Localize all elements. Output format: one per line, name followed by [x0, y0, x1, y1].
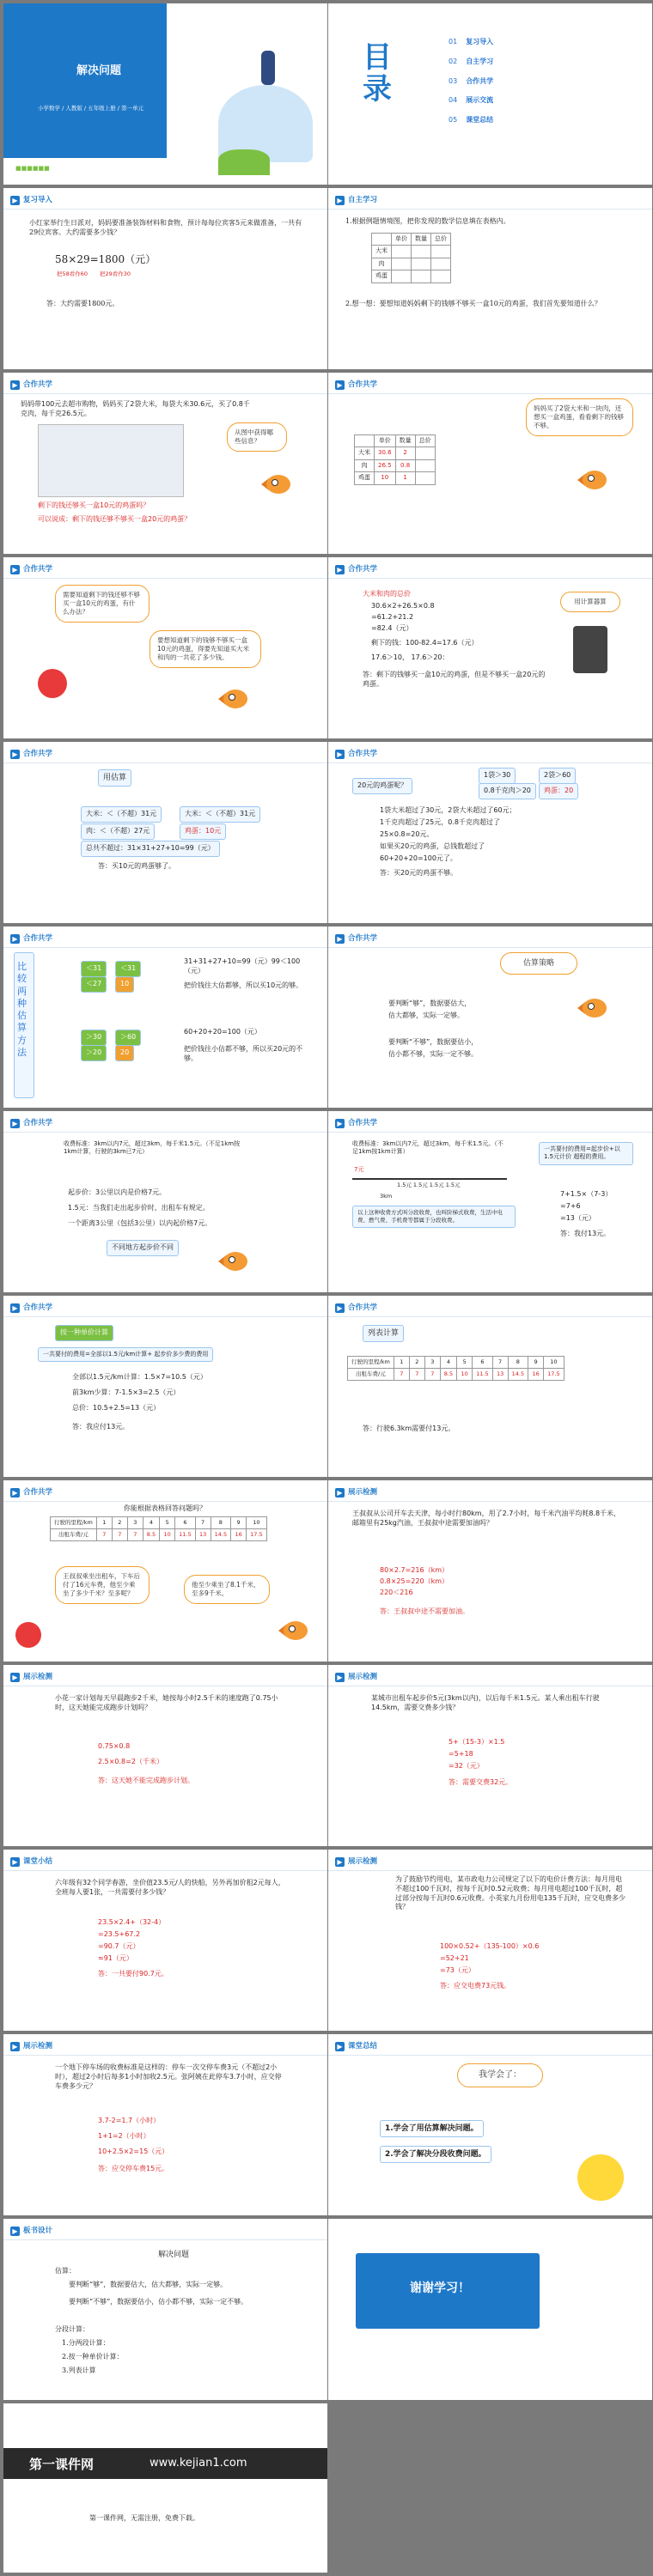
slide-header-icon: ▶ [335, 1488, 345, 1498]
slide-header-icon: ▶ [10, 380, 20, 390]
slide-header-icon: ▶ [10, 1488, 20, 1498]
slide-coop-1 [3, 373, 327, 554]
slide-toc [328, 3, 652, 185]
answer: 答：应交停车费15元。 [98, 2165, 169, 2172]
tag: 20元的鸡蛋呢？ [352, 778, 412, 794]
slide-header: 合作共学 [23, 1487, 53, 1497]
slide-header: 合作共学 [23, 564, 53, 574]
estimate-box: 大米：＜（不超）31元 [180, 806, 260, 823]
slide-coop-6 [328, 742, 652, 923]
slide-check-1 [328, 1480, 652, 1662]
slide-header-icon: ▶ [10, 1119, 20, 1128]
slide-header-icon: ▶ [10, 196, 20, 205]
estimate-note: 把58看作60 [57, 270, 88, 277]
slide-header: 板书设计 [23, 2226, 53, 2235]
calc-line: 把价钱往大估都够，所以买10元的够。 [184, 981, 303, 989]
equation: 58×29=1800（元） [55, 253, 156, 265]
estimate-box: 鸡蛋：10元 [180, 823, 226, 840]
formula-box: 一共要付的费用=起步价+以1.5元计价 超程的费用。 [539, 1142, 633, 1165]
calc-line: 总价：10.5+2.5=13（元） [72, 1404, 161, 1412]
info-table: 单价 数量 总价 大米 肉 鸡蛋 [371, 233, 451, 283]
strategy-line: 估小都不够，实际一定不够。 [388, 1050, 478, 1058]
estimate-box: 大米：＜（不超）31元 [81, 806, 162, 823]
calc-line: 7+1.5×（7-3） [560, 1190, 613, 1198]
estimate-box: 20 [115, 1045, 134, 1061]
speech-bubble: 他至少乘坐了8.1千米，至多9千米。 [184, 1575, 270, 1604]
reason-line: 如果买20元的鸡蛋，总钱数超过了 [380, 842, 485, 850]
price-table: 单价 数量 总价 大米 30.6 2 肉 26.5 0.8 鸡蛋 10 1 [354, 434, 436, 485]
thumbs-up-smiley-icon [577, 2154, 624, 2201]
slide-coop-10 [328, 1111, 652, 1292]
board-line: 1.分两段计算： [62, 2339, 110, 2347]
slide-review [3, 188, 327, 369]
calc-line: 全部以1.5元/km计算：1.5×7=10.5（元） [72, 1373, 207, 1381]
toc-title: 目录 [363, 40, 392, 107]
board-title: 解决问题 [158, 2251, 190, 2259]
calc-line: =23.5+67.2 [98, 1930, 141, 1938]
thanks-text: 谢谢学习！ [410, 2281, 470, 2295]
slide-thanks [328, 2219, 652, 2400]
slide-header: 课堂小结 [23, 1856, 53, 1866]
board-line: 2.按一种单价计算： [62, 2353, 124, 2360]
side-label: 比较两种估算方法 [17, 961, 27, 1059]
fare-rule: 收费标准：3km以内7元，超过3km，每千米1.5元。（不足1km按1km计算） [352, 1140, 503, 1156]
note-box: 以上这种收费方式叫分段收费，也叫阶梯式收费，生活中电费、燃气费、手机费等都属于分段收费。 [352, 1206, 516, 1228]
toc-item[interactable]: 自主学习 [466, 57, 494, 65]
reason-line: 60+20+20=100元了。 [380, 854, 457, 862]
problem-text: 妈妈带100元去超市购物，妈妈买了2袋大米，每袋大米30.6元，买了0.8千克肉，每千克26.5元。 [21, 400, 250, 417]
slide-header: 合作共学 [348, 564, 378, 574]
estimate-box: 鸡蛋：20 [539, 783, 578, 799]
slide-header: 展示检测 [23, 1672, 53, 1681]
slide-coop-3 [3, 557, 327, 738]
tag: 按一种单价计算 [55, 1325, 113, 1341]
board-line: 估算： [55, 2267, 76, 2275]
slide-header: 合作共学 [348, 1303, 378, 1312]
fish-mascot [218, 1249, 251, 1274]
slide-cover [3, 3, 327, 185]
calc-line: 把价钱往小估都不够，所以买20元的不够。 [184, 1045, 303, 1062]
slide-header-icon: ▶ [335, 1119, 345, 1128]
slide-header: 合作共学 [23, 1118, 53, 1127]
strategy-line: 要判断“不够”，数据要估小， [388, 1038, 479, 1046]
board-line: 要判断“不够”，数据要估小，估小都不够，实际一定不够。 [69, 2298, 248, 2306]
slide-check-5 [3, 2034, 327, 2215]
slide-coop-8 [328, 927, 652, 1108]
calc-line: 5+（15-3）×1.5 [449, 1738, 505, 1746]
answer: 答：买10元的鸡蛋够了。 [98, 862, 176, 870]
fare-label: 7元 [354, 1166, 364, 1173]
calc-line: =13（元） [560, 1214, 595, 1222]
question: 1.根据例题情境图，把你发现的数学信息填在表格内。 [345, 217, 510, 225]
slide-header-icon: ▶ [10, 2042, 20, 2051]
slide-header-icon: ▶ [335, 750, 345, 759]
tag: 我学会了： [457, 2063, 543, 2087]
slide-header-icon: ▶ [10, 1303, 20, 1313]
calc-line: 30.6×2+26.5×0.8 [371, 602, 435, 610]
cover-subtitle: 小学数学 / 人教版 / 五年级上册 / 第一单元 [38, 105, 143, 112]
calc-line: 0.75×0.8 [98, 1742, 131, 1750]
slide-header-icon: ▶ [335, 380, 345, 390]
toc-item[interactable]: 复习导入 [466, 38, 494, 46]
tag: 估算策略 [500, 952, 577, 975]
slide-coop-9 [3, 1111, 327, 1292]
tag: 列表计算 [363, 1325, 404, 1342]
slide-header: 展示检测 [348, 1672, 378, 1681]
speech-bubble: 从图中获得哪些信息？ [227, 422, 287, 452]
toc-num: 01 [449, 38, 458, 46]
slide-check-2 [3, 1665, 327, 1846]
speech-bubble: 妈妈买了2袋大米和一块肉，还想买一盒鸡蛋，看看剩下的钱够不够。 [526, 398, 633, 436]
estimate-box: 2袋＞60 [539, 768, 576, 784]
problem-text: 小红家举行生日派对，妈妈要准备装饰材料和食物，预计每每位宾客5元来做准备，一共有29位宾客。大约需要多少钱？ [29, 219, 302, 236]
calc-line: 1+1=2（小时） [98, 2132, 150, 2140]
estimate-box: ＜31 [81, 961, 107, 977]
fish-mascot [278, 1618, 311, 1643]
fish-mascot [218, 686, 251, 712]
calc-line: 31+31+27+10=99（元）99＜100（元） [184, 957, 301, 975]
calc-line: 220＜216 [380, 1589, 413, 1596]
calc-line: 17.6＞10， 17.6＞20： [371, 653, 449, 661]
answer: 答：剩下的钱够买一盒10元的鸡蛋，但是不够买一盒20元的鸡蛋。 [363, 671, 546, 688]
calc-line: 剩下的钱：100-82.4=17.6（元） [371, 639, 479, 647]
problem-text: 小花一家计划每天早晨跑步2千米，她按每小时2.5千米的速度跑了0.75小时，这天她能完成跑步计划吗？ [55, 1694, 278, 1711]
answer: 答：需要交费32元。 [449, 1778, 513, 1786]
estimate-box: 肉：＜（不超）27元 [81, 823, 155, 840]
estimate-note: 把29看作30 [100, 270, 131, 277]
fare-notice: 收费标准：3km以内7元，超过3km，每千米1.5元。（不足1km按1km计算，行驶的3km已7元） [64, 1140, 241, 1156]
formula-box: 一共要付的费用=全部以1.5元/km计算+ 起步价多少费的费用 [38, 1347, 213, 1362]
slide-header-icon: ▶ [335, 196, 345, 205]
toc-num: 05 [449, 116, 458, 125]
problem-text: 六年级有32个同学春游，坐价值23.5元/人的快船，另外再加价租2元每人，全班每人要1张，一共需要付多少钱？ [55, 1879, 285, 1896]
toc-item[interactable]: 合作共学 [466, 76, 494, 85]
reason-line: 25×0.8=20元。 [380, 830, 434, 838]
estimate-box: 0.8千克肉＞20 [479, 783, 536, 799]
problem-text: 某城市出租车起步价5元(3km以内)，以后每千米1.5元。某人乘出租车行驶14.5km，需要交费多少钱？ [371, 1694, 600, 1711]
slide-header-icon: ▶ [10, 565, 20, 574]
estimate-box: ＜31 [115, 961, 141, 977]
toc-item[interactable]: 展示交流 [466, 96, 494, 105]
slide-header: 展示检测 [348, 1487, 378, 1497]
fish-mascot [577, 467, 610, 493]
calc-line: 3.7-2=1.7（小时） [98, 2117, 161, 2124]
calc-line: ≈91（元） [98, 1954, 133, 1962]
calc-line: =73（元） [440, 1966, 475, 1974]
slide-header: 展示检测 [348, 1856, 378, 1866]
footer-brand: 第一课件网 [29, 2457, 95, 2472]
calc-line: 60+20+20=100（元） [184, 1028, 261, 1036]
slide-header-icon: ▶ [10, 1673, 20, 1682]
answer: 答：一共要付90.7元。 [98, 1970, 168, 1978]
speech-bubble: 用计算器算 [560, 592, 620, 612]
toc-num: 04 [449, 96, 458, 105]
board-line: 要判断“够”，数据要估大，估大都够，实际一定够。 [69, 2281, 228, 2288]
slide-header-icon: ▶ [10, 1857, 20, 1867]
footer-url[interactable]: www.kejian1.com [150, 2457, 247, 2470]
question: 2.想一想：要想知道妈妈剩下的钱够不够买一盒10元的鸡蛋，我们首先要知道什么？ [345, 300, 601, 307]
calc-line: =90.7（元） [98, 1942, 140, 1950]
slide-header-icon: ▶ [335, 2042, 345, 2051]
footer [3, 2403, 327, 2573]
slide-header: 合作共学 [23, 1303, 53, 1312]
slide-header: 合作共学 [348, 933, 378, 943]
slide-header-icon: ▶ [10, 2227, 20, 2236]
slide-header-icon: ▶ [335, 934, 345, 944]
slide-header: 合作共学 [348, 1118, 378, 1127]
slide-check-4 [328, 1850, 652, 2031]
calculator-icon [573, 626, 607, 673]
strategy-line: 估大都够，实际一定够。 [388, 1012, 464, 1019]
fish-mascot [577, 995, 610, 1021]
slide-coop-4 [328, 557, 652, 738]
calc-line: 23.5×2.4+（32-4） [98, 1918, 166, 1926]
estimate-box: 10 [115, 976, 134, 993]
slide-header-icon: ▶ [335, 1857, 345, 1867]
fare-label: 3km [380, 1193, 393, 1200]
slide-board [3, 2219, 327, 2400]
answer: 答：王叔叔中途不需要加油。 [380, 1607, 469, 1615]
slide-header-icon: ▶ [335, 565, 345, 574]
toc-item[interactable]: 课堂总结 [466, 116, 494, 125]
board-line: 3.列表计算 [62, 2366, 96, 2374]
speech-bubble: 需要知道剩下的钱还够不够买一盒10元的鸡蛋，有什么办法？ [55, 585, 150, 623]
supermarket-picture [38, 424, 184, 497]
girl-mascot [15, 1622, 41, 1648]
slide-header-icon: ▶ [335, 1673, 345, 1682]
explain-line: 1.5元：当我们走出起步价时，出租车有规定。 [68, 1204, 210, 1212]
fish-mascot [261, 471, 294, 497]
calc-line: 2.5×0.8=2（千米） [98, 1758, 163, 1765]
calc-line: =82.4（元） [371, 624, 413, 632]
slide-coop-13 [3, 1480, 327, 1662]
reason-line: 1千克肉超过了25元，0.8千克肉超过了 [380, 818, 500, 826]
footer-tagline: 第一课件网，无需注册，免费下载。 [89, 2514, 199, 2522]
calc-line: 80×2.7=216（km） [380, 1566, 449, 1574]
toc-num: 02 [449, 57, 458, 65]
answer: 答：我应付13元。 [72, 1423, 130, 1431]
slide-header: 合作共学 [23, 380, 53, 389]
answer: 答：买20元的鸡蛋不够。 [380, 869, 458, 877]
summary-line: 2.学会了解决分段收费问题。 [380, 2146, 491, 2163]
answer: 答：应交电费73元钱。 [440, 1982, 511, 1990]
slide-check-3 [328, 1665, 652, 1846]
answer: 答：行驶6.3km需要付13元。 [363, 1425, 455, 1432]
calc-line: =5+18 [449, 1750, 473, 1758]
calc-line: 10+2.5×2=15（元） [98, 2148, 169, 2155]
slide-coop-7 [3, 927, 327, 1108]
fare-table: 行驶的里程/km 1 2 3 4 5 6 7 8 9 10 出租车费/元 7 7 7 8.5 10 11.5 13 14.5 16 17.5 [50, 1516, 267, 1541]
slide-header: 课堂总结 [348, 2041, 378, 2050]
slide-coop-5 [3, 742, 327, 923]
slide-header-icon: ▶ [335, 1303, 345, 1313]
question: 你能根据表格回答问题吗？ [124, 1504, 206, 1512]
question: 剩下的钱还够买一盒10元的鸡蛋吗？ [38, 501, 150, 509]
question: 可以说成：剩下的钱还够不够买一盒20元的鸡蛋？ [38, 515, 192, 523]
slide-header: 展示检测 [23, 2041, 53, 2050]
slide-header: 复习导入 [23, 195, 53, 204]
slide-header: 自主学习 [348, 195, 378, 204]
slide-summary-2 [328, 2034, 652, 2215]
strategy-line: 要判断“够”，数据要估大， [388, 999, 472, 1007]
calc-line: =52+21 [440, 1954, 469, 1962]
toc-num: 03 [449, 76, 458, 85]
calc-line: =32（元） [449, 1762, 484, 1770]
calc-line: =61.2+21.2 [371, 613, 414, 621]
calc-line: 100×0.52+（135-100）×0.6 [440, 1942, 540, 1950]
slide-coop-2 [328, 373, 652, 554]
fare-segments: 1.5元 1.5元 1.5元 1.5元 [397, 1182, 461, 1188]
board-line: 分段计算： [55, 2325, 89, 2333]
answer: 答：我付13元。 [560, 1230, 611, 1237]
slide-header: 合作共学 [23, 933, 53, 943]
cover-title: 解决问题 [76, 64, 122, 77]
estimate-box: ＞30 [81, 1030, 107, 1046]
estimate-box: 总共不超过：31×31+27+10=99（元） [81, 841, 220, 857]
summary-line: 1.学会了用估算解决问题。 [380, 2120, 484, 2137]
estimate-box: ＞20 [81, 1045, 107, 1061]
speech-bubble: 要想知道剩下的钱够不够买一盒10元的鸡蛋，得要先知道买大米和肉的一共花了多少钱。 [150, 630, 261, 668]
slide-header: 合作共学 [348, 749, 378, 758]
slide-coop-12 [328, 1296, 652, 1477]
slide-header-icon: ▶ [10, 750, 20, 759]
slide-header: 合作共学 [23, 749, 53, 758]
estimate-box: ＞60 [115, 1030, 141, 1046]
slide-header: 合作共学 [348, 380, 378, 389]
explain-line: 一个距离3公里（包括3公里）以内起价格7元。 [68, 1219, 212, 1227]
speech-bubble: 王叔叔乘坐出租车，下车后付了16元车费，他至少乘坐了多少千米？至多呢？ [55, 1566, 150, 1604]
estimate-box: 1袋＞30 [479, 768, 516, 784]
calc-line: =7+6 [560, 1202, 581, 1210]
problem-text: 一个地下停车场的收费标准是这样的：停车一次交停车费3元（不超过2小时），超过2小时后每多1小时加收2.5元。张阿姨在此停车3.7小时，应交停车费多少元？ [55, 2063, 282, 2090]
fare-table: 行驶的里程/km 1 2 3 4 5 6 7 8 9 10 出租车费/元 7 7 7 8.5 10 11.5 13 14.5 16 17.5 [347, 1356, 565, 1381]
calc-title: 大米和肉的总价 [363, 590, 411, 598]
slide-summary-1 [3, 1850, 327, 2031]
estimate-box: ＜27 [81, 976, 107, 993]
calc-line: 前3km少算：7-1.5×3=2.5（元） [72, 1388, 180, 1396]
answer: 答：大约需要1800元。 [46, 300, 119, 307]
cover-bottom-mark: ■■■■■■ [15, 165, 50, 172]
problem-text: 王叔叔从公司开车去天津，每小时行80km，用了2.7小时，每千米汽油平均耗8.8千米，邮箱里有25kg汽油，王叔叔中途需要加油吗？ [352, 1510, 621, 1527]
answer: 答：这天她不能完成跑步计划。 [98, 1777, 194, 1784]
slide-coop-11 [3, 1296, 327, 1477]
problem-text: 为了鼓励节约用电，某市政电力公司规定了以下的电价计费方法：每月用电不超过100千瓦时，按每千瓦时0.52元收费；每月用电超过100千瓦时，超过部分按每千瓦时0.6元收费。小英家九月份用电135千瓦时，应交电费多少钱？ [395, 1875, 626, 1911]
reason-line: 1袋大米超过了30元，2袋大米超过了60元； [380, 806, 516, 814]
tag: 用估算 [98, 769, 131, 787]
calc-line: 0.8×25=220（km） [380, 1577, 449, 1585]
slide-header-icon: ▶ [10, 934, 20, 944]
tag: 不同地方起步价不同 [107, 1240, 179, 1256]
explain-line: 起步价：3公里以内是价格7元。 [68, 1188, 167, 1196]
girl-mascot [38, 669, 67, 698]
slide-self-study [328, 188, 652, 369]
